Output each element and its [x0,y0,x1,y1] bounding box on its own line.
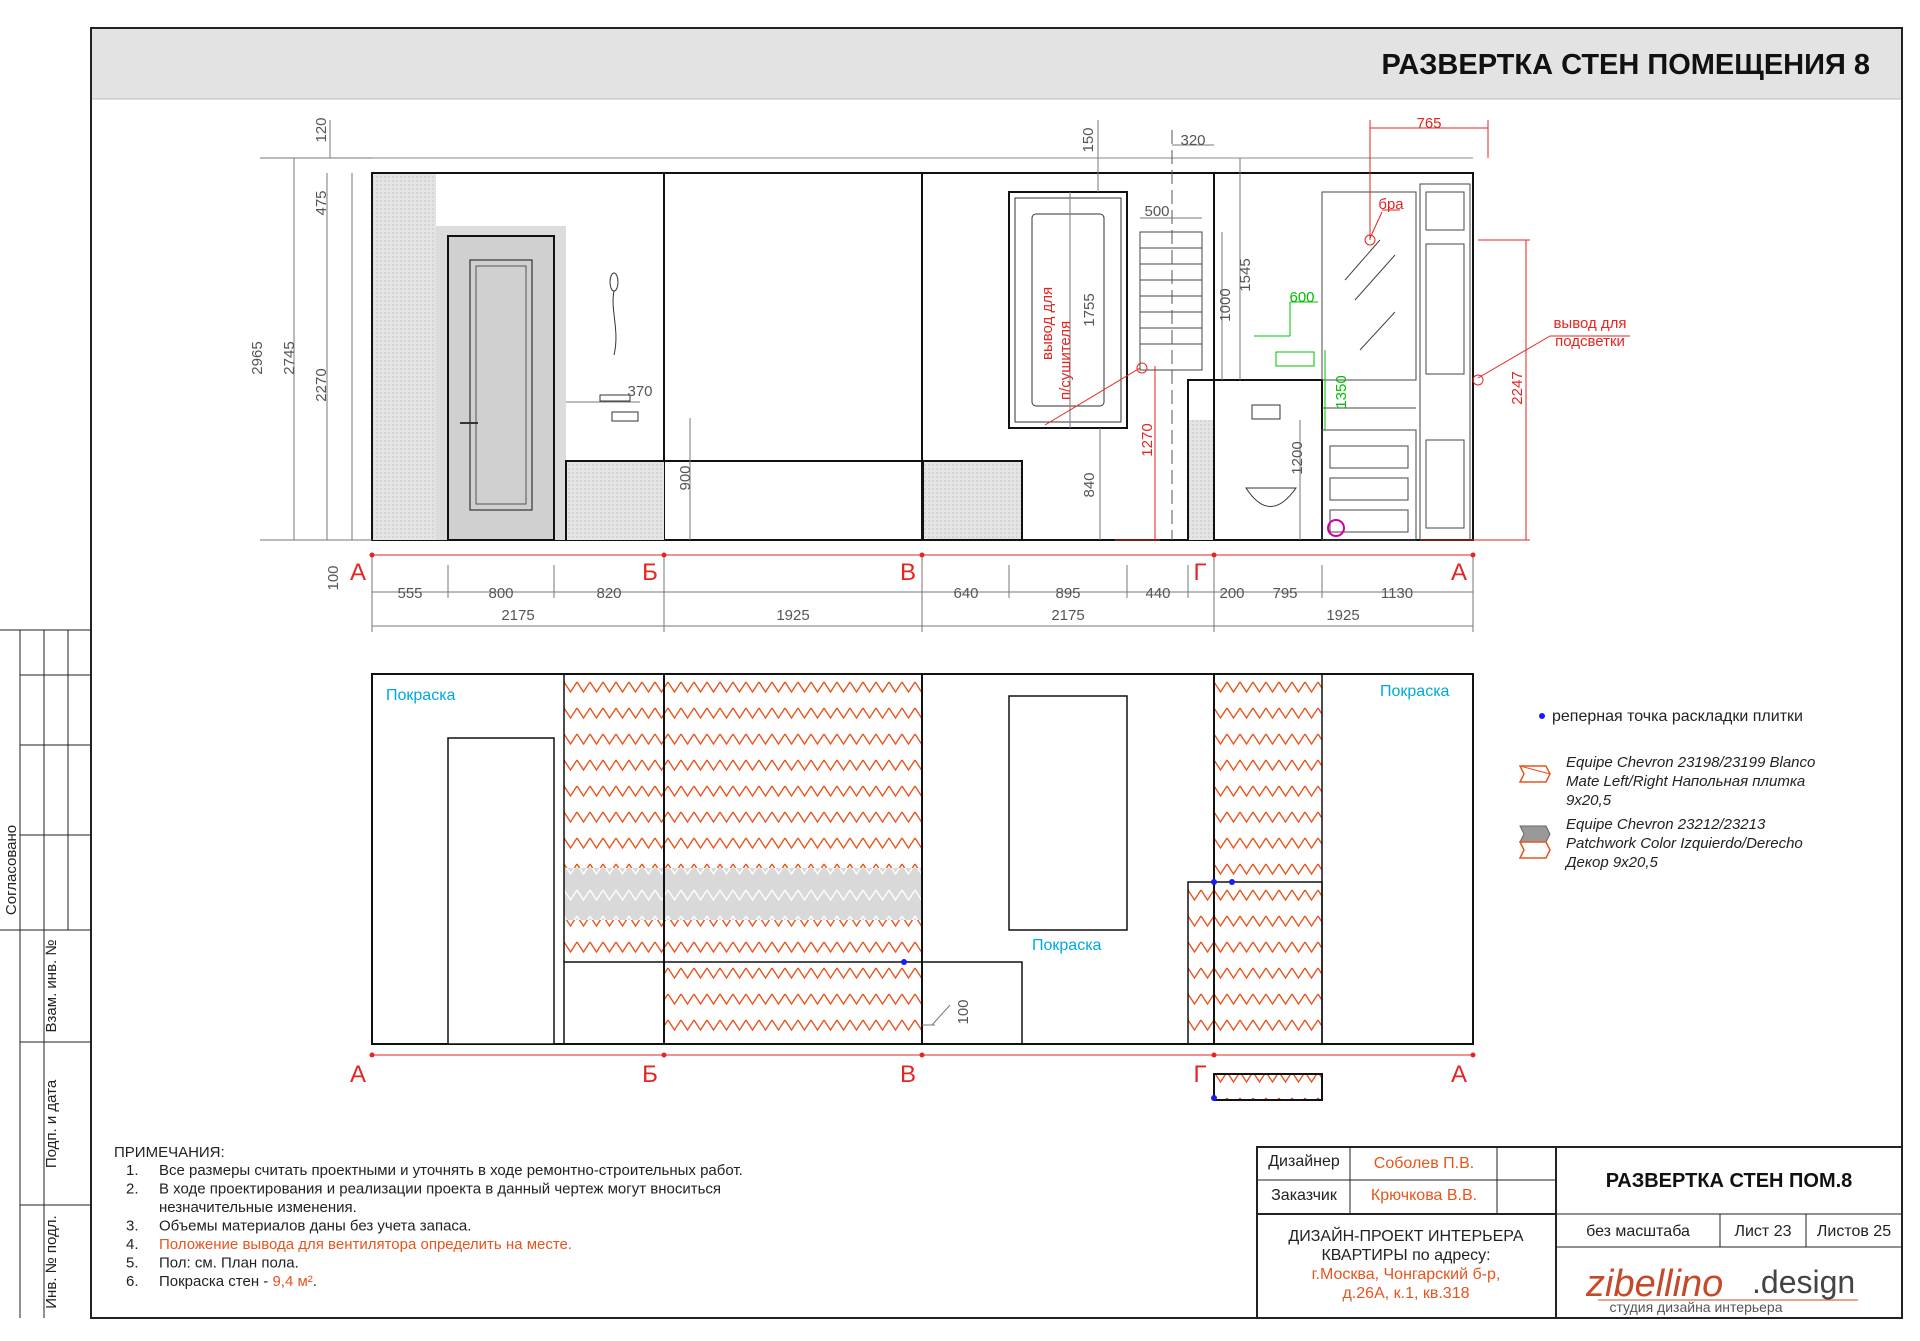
note-text: Положение вывода для вентилятора определить на месте. [159,1236,573,1253]
client-name: Крючкова В.В. [1370,1187,1478,1204]
svg-text:Equipe Chevron 23212/23213: Equipe Chevron 23212/23213 [1566,816,1766,833]
dim-segment: 640 [953,585,979,602]
reference-point-icon [1229,879,1235,885]
project-line: ДИЗАЙН-ПРОЕКТ ИНТЕРЬЕРА [1288,1228,1524,1245]
axis-letter: А [349,559,367,586]
tile-zone-niche [1214,674,1322,1044]
axis-letter: Г [1193,559,1207,586]
svg-text:Patchwork Color Izquierdo/Dere: Patchwork Color Izquierdo/Derecho [1566,835,1803,852]
sheet-number: Лист 23 [1734,1223,1792,1240]
note-text: В ходе проектирования и реализации проекта в данный чертеж могут вноситься [159,1180,722,1198]
door-opening [448,738,554,1044]
svg-text:Декор 9x20,5: Декор 9x20,5 [1566,854,1658,871]
vanity-cabinet [1322,184,1470,540]
svg-text:п/сушителя: п/сушителя [1057,320,1074,400]
dim-wall: 1925 [776,607,810,624]
dim-1270: 1270 [1139,423,1156,457]
axis-letters-elevation [350,553,1476,587]
tile-layout-drawing [350,674,1476,1101]
note-text: Покраска стен - 9,4 м². [159,1273,317,1290]
dim-100: 100 [325,565,342,591]
dim-segment: 795 [1272,585,1298,602]
dim-segment: 800 [488,585,514,602]
designer-label: Дизайнер [1268,1153,1340,1170]
dim-500: 500 [1144,203,1170,220]
dim-2965: 2965 [249,341,266,375]
paint-label: Покраска [1032,937,1102,954]
dim-wall: 2175 [501,607,535,624]
dim-100-bath: 100 [955,999,972,1025]
dim-1545: 1545 [1237,258,1254,292]
dim-segment: 1130 [1380,585,1414,602]
reference-point-icon [901,959,907,965]
decor-band [564,868,922,920]
dim-1755: 1755 [1081,293,1098,327]
project-line: КВАРТИРЫ по адресу: [1321,1247,1491,1264]
svg-text:Equipe Chevron 23198/23199 Bla: Equipe Chevron 23198/23199 Blanco [1566,754,1816,771]
dim-900: 900 [677,465,694,491]
dim-2247: 2247 [1509,371,1526,405]
label-lighting [1553,315,1626,350]
dim-1350: 1350 [1333,375,1350,409]
stamp-inv-swap: Взам. инв. № [43,939,60,1033]
dim-765: 765 [1416,115,1442,132]
door [436,226,566,540]
svg-text:Mate Left/Right Напольная плит: Mate Left/Right Напольная плитка [1566,773,1806,790]
axis-letter: В [899,1061,917,1088]
svg-text:вывод для: вывод для [1039,286,1056,360]
dim-120: 120 [313,117,330,143]
client-label: Заказчик [1271,1187,1337,1204]
note-text: Все размеры считать проектными и уточнять в ходе ремонтно-строительных работ. [159,1162,743,1179]
tile-zone-floor-strip [1214,1074,1322,1100]
axis-letter: Б [642,559,658,586]
label-dryer [1039,287,1074,400]
axis-letter: А [1450,1061,1468,1088]
paint-label: Покраска [386,687,456,704]
label-sconce: бра [1378,196,1404,213]
axis-letter: А [349,1061,367,1088]
dim-segment: 200 [1219,585,1245,602]
dim-wall: 1925 [1326,607,1360,624]
dim-600: 600 [1289,289,1315,306]
axis-letter: Б [642,1061,658,1088]
header [92,29,1901,99]
dim-row-segments [397,585,1413,602]
axis-letter: Г [1193,1061,1207,1088]
note-number: 3. [126,1217,139,1235]
page-title: РАЗВЕРТКА СТЕН ПОМЕЩЕНИЯ 8 [1381,49,1870,81]
legend-tile-icon [1520,766,1550,782]
elevation-drawing [249,115,1630,632]
address-line: г.Москва, Чонгарский б-р, [1311,1266,1501,1283]
dim-row-walls [501,607,1359,624]
note-text: Пол: см. План пола. [159,1254,299,1272]
address-line: д.26А, к.1, кв.318 [1342,1285,1470,1302]
reference-point-icon [1211,1095,1217,1101]
axis-letter: В [899,559,917,586]
axis-letter: А [1450,559,1468,586]
dim-370: 370 [627,383,653,400]
note-number: 4. [126,1236,139,1253]
dim-segment: 440 [1145,585,1171,602]
tile-zone-bath-front [664,962,922,1044]
note-number: 5. [126,1254,139,1272]
svg-text:студия дизайна интерьера: студия дизайна интерьера [1609,1299,1783,1315]
reference-point-icon [1539,713,1545,719]
dim-1000: 1000 [1217,288,1234,322]
stamp-sign-date: Подп. и дата [43,1079,60,1169]
note-text: Объемы материалов даны без учета запаса. [159,1217,472,1235]
dim-320: 320 [1180,132,1206,149]
studio-logo [1585,1263,1858,1315]
dim-segment: 555 [397,585,423,602]
paint-label: Покраска [1380,683,1450,700]
legend-decor-icon [1520,826,1550,858]
legend [1520,708,1815,871]
svg-text:9x20,5: 9x20,5 [1566,792,1612,809]
note-number: 6. [126,1273,139,1290]
notes-title: ПРИМЕЧАНИЯ: [114,1144,225,1161]
dim-840: 840 [1081,472,1098,498]
dim-150: 150 [1080,127,1097,153]
scale: без масштаба [1586,1223,1690,1240]
mirror-opening [1009,696,1127,930]
note-number: 2. [126,1180,139,1198]
dim-475: 475 [313,190,330,216]
designer-name: Соболев П.В. [1373,1155,1475,1172]
dim-segment: 820 [596,585,622,602]
svg-text:подсветки: подсветки [1555,333,1625,350]
dim-segment: 895 [1055,585,1081,602]
svg-text:.design: .design [1752,1264,1856,1300]
note-number: 1. [126,1162,139,1179]
sheets-total: Листов 25 [1816,1223,1892,1240]
dim-2745: 2745 [281,341,298,375]
hatched-wall-left [373,174,436,540]
dim-2270: 2270 [313,368,330,402]
stamp-agreed: Согласовано [3,824,20,916]
sheet-title: РАЗВЕРТКА СТЕН ПОМ.8 [1605,1170,1853,1192]
reference-point-icon [1211,879,1217,885]
tile-zone-niche-side [1188,882,1214,1044]
notes [114,1144,743,1290]
svg-text:zibellino: zibellino [1586,1263,1724,1305]
dim-1200: 1200 [1289,441,1306,475]
note-text: незначительные изменения. [159,1199,357,1216]
dim-wall: 2175 [1051,607,1085,624]
stamp-inv-orig: Инв. № подл. [43,1215,60,1309]
svg-text:вывод для: вывод для [1553,315,1627,332]
towel-dryer [1140,232,1202,370]
legend-ref-point: реперная точка раскладки плитки [1552,708,1803,725]
